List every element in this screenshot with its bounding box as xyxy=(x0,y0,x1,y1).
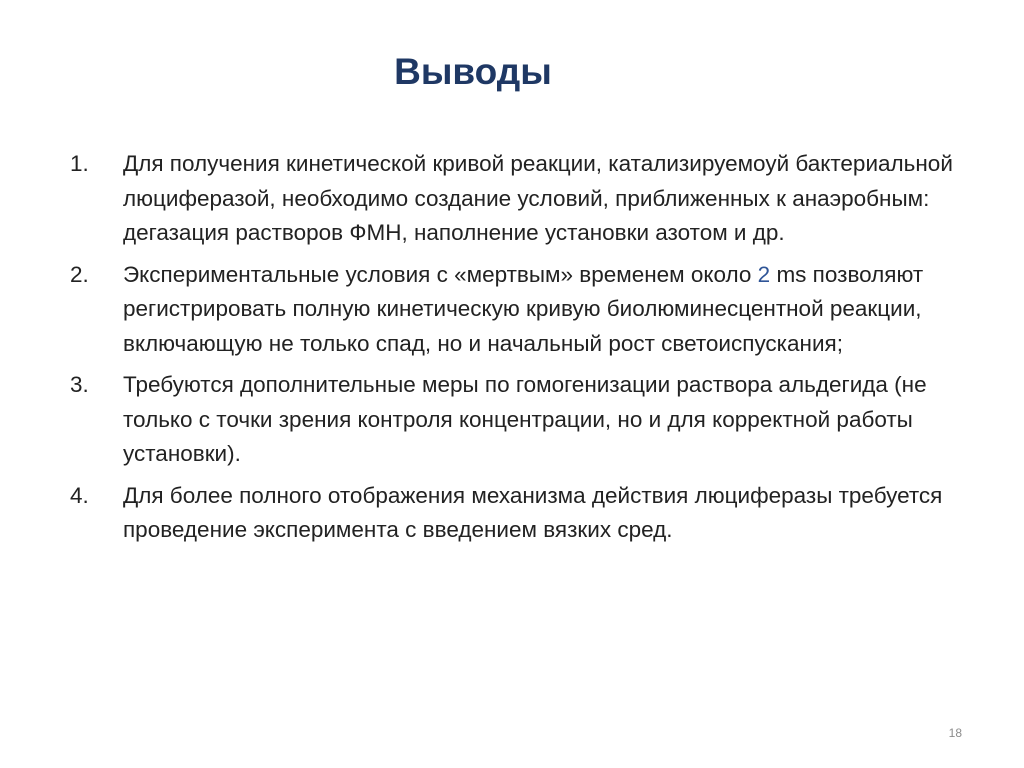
list-item xyxy=(70,479,970,548)
item-text-before: Экспериментальные условия с «мертвым» временем около xyxy=(123,261,758,287)
item-text: Для получения кинетической кривой реакции, катализируемоуй бактериальной люциферазой, необходимо создание условий, приближенных к анаэробным: дегазация растворов ФМН, наполнение установки азотом и др. xyxy=(123,151,953,245)
item-text-after: ms позволяют регистрировать полную кинетическую кривую биолюминесцентной реакции, включающую не только спад, но и начальный рост светоиспускания; xyxy=(123,261,924,356)
slide-title: Выводы xyxy=(394,51,552,92)
list-item xyxy=(70,258,970,362)
conclusions-list xyxy=(70,147,970,555)
item-number: 1. xyxy=(70,151,89,176)
item-number: 2. xyxy=(70,261,89,287)
item-number: 3. xyxy=(70,372,89,397)
list-item xyxy=(70,147,970,251)
page-number: 18 xyxy=(948,726,962,740)
item-number: 4. xyxy=(70,482,89,508)
item-text: Для более полного отображения механизма действия люциферазы требуется проведение эксперимента с введением вязких сред. xyxy=(123,482,943,542)
item-text: Требуются дополнительные меры по гомогенизации раствора альдегида (не только с точки зрения контроля концентрации, но и для корректной работы установки). xyxy=(123,372,927,466)
list-item xyxy=(70,368,970,472)
item-highlight-value: 2 xyxy=(757,261,771,287)
